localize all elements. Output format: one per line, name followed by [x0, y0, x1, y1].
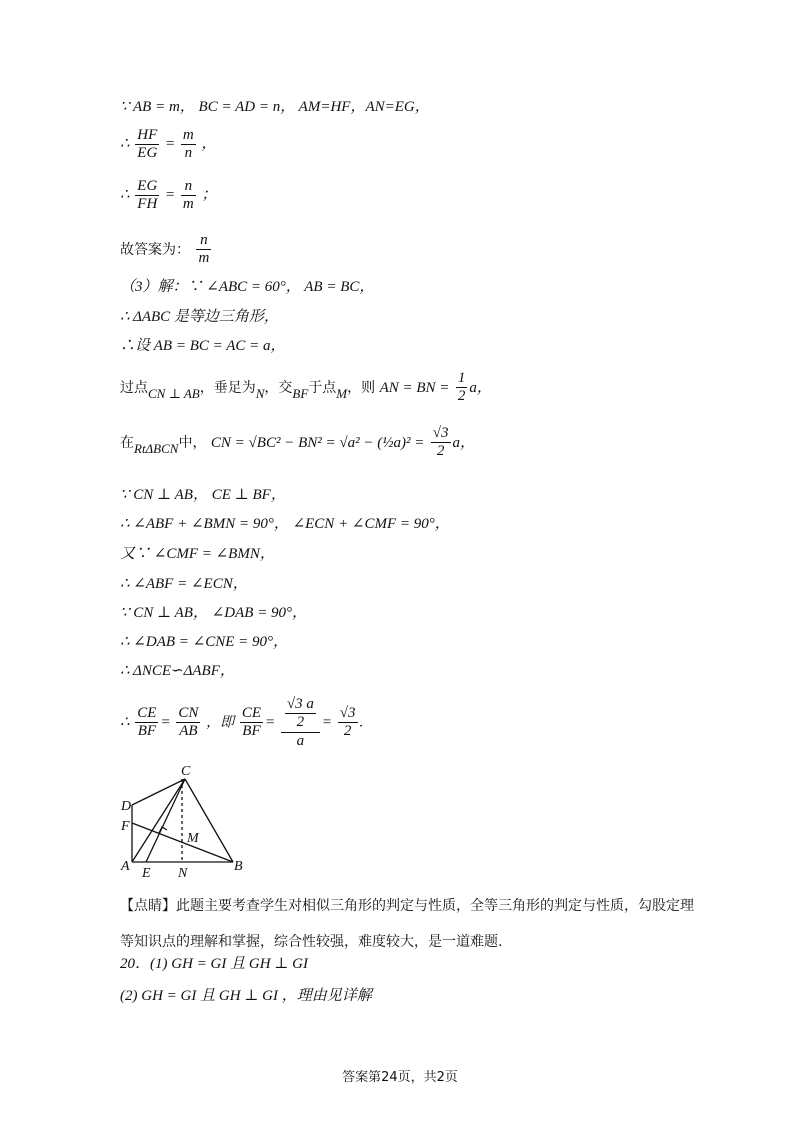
denominator: m — [198, 250, 210, 267]
math: AN = BN = — [379, 379, 450, 396]
fraction — [456, 370, 468, 406]
text: 过点 — [120, 379, 148, 396]
denominator: a — [296, 732, 305, 749]
page-footer: 答案第24页，共2页 — [342, 1070, 458, 1085]
numerator: CN — [176, 705, 200, 723]
fraction — [431, 425, 451, 461]
compound-fraction — [281, 696, 320, 750]
text: 于点 — [308, 379, 337, 396]
denominator: BF — [137, 723, 157, 740]
label-f: F — [121, 819, 130, 834]
denominator: m — [182, 196, 194, 213]
numerator: m — [181, 127, 196, 145]
numerator: CE — [240, 705, 263, 723]
text: 在 — [120, 434, 134, 451]
line-construct — [120, 370, 492, 406]
label-c: C — [181, 764, 191, 779]
line-ratio-eg-fh — [120, 178, 217, 214]
equals: = — [165, 136, 176, 153]
fraction — [176, 705, 200, 741]
math: CN ⊥ AB — [148, 385, 200, 401]
denominator: EG — [137, 145, 158, 162]
math: BF — [292, 385, 309, 401]
text: ，则 — [347, 379, 376, 396]
comment-paragraph: 【点睛】此题主要考查学生对相似三角形的判定与性质，全等三角形的判定与性质，勾股定理等知识点的理解和掌握，综合性较强，难度较大，是一道难题. — [120, 898, 694, 950]
text: ，垂足为 — [199, 379, 256, 396]
line-angles-sum: ∴ ∠ABF + ∠BMN = 90°， ∠ECN + ∠CMF = 90°， — [120, 516, 450, 532]
line-vertical-angles: 又∵ ∠CMF = ∠BMN， — [120, 546, 275, 562]
numerator: n — [196, 232, 211, 250]
line-part3: （3）解：∵ ∠ABC = 60°， AB = BC， — [120, 279, 375, 295]
math: a， — [452, 434, 476, 451]
label-b: B — [234, 859, 243, 874]
denominator: 2 — [436, 443, 445, 460]
segment-bc — [185, 779, 233, 862]
equals: = — [165, 187, 176, 204]
math: N — [255, 385, 265, 401]
denominator: 2 — [296, 714, 305, 731]
numerator — [281, 696, 320, 733]
text: 中， — [178, 434, 207, 451]
denominator: 2 — [343, 723, 352, 740]
math: RtΔBCN — [134, 440, 179, 456]
line-similar: ∴ ΔNCE∽ΔABF， — [120, 663, 235, 679]
q20-part2: (2) GH = GI 且 GH ⊥ GI ，理由见详解 — [120, 988, 372, 1004]
math: CN = √BC² − BN² = √a² − (½a)² = — [210, 434, 425, 451]
therefore-symbol: ∴ — [120, 187, 130, 204]
fraction — [135, 178, 159, 214]
line-pythagoras — [120, 425, 475, 461]
q20-part1: 20．(1) GH = GI 且 GH ⊥ GI — [120, 956, 308, 972]
geometry-figure — [115, 760, 265, 880]
fraction — [338, 705, 358, 741]
line-angle-eq: ∴ ∠ABF = ∠ECN， — [120, 576, 248, 592]
fraction — [181, 127, 196, 163]
answer-label: 故答案为： — [120, 241, 190, 258]
denominator: AB — [179, 723, 198, 740]
numerator: CE — [135, 705, 158, 723]
line-equilateral: ∴ ΔABC 是等边三角形， — [120, 309, 279, 325]
denominator: n — [184, 145, 193, 162]
fraction — [196, 232, 211, 268]
label-a: A — [121, 859, 130, 874]
numerator: HF — [135, 127, 159, 145]
line-right-angle-eq: ∴ ∠DAB = ∠CNE = 90°， — [120, 634, 289, 650]
line-given: ∵ AB = m， BC = AD = n， AM=HF，AN=EG， — [120, 99, 430, 115]
text: ，交 — [264, 379, 293, 396]
denominator: BF — [242, 723, 261, 740]
fraction — [135, 705, 158, 741]
math: M — [336, 385, 348, 401]
line-ratio-hf-eg — [120, 127, 217, 163]
inner-fraction — [285, 696, 316, 732]
label-d: D — [121, 799, 132, 814]
line-perp: ∵ CN ⊥ AB， CE ⊥ BF， — [120, 487, 286, 503]
fraction — [240, 705, 263, 741]
denominator: 2 — [457, 388, 466, 405]
punct: ； — [201, 187, 217, 204]
fraction — [181, 178, 196, 214]
numerator: √3 a — [285, 696, 316, 714]
label-m: M — [187, 831, 199, 846]
numerator: 1 — [456, 370, 468, 388]
punct: ， — [201, 136, 217, 153]
numerator: √3 — [431, 425, 451, 443]
numerator: n — [181, 178, 196, 196]
denominator: FH — [137, 196, 158, 213]
line-final-ratio: ∴ $\frac{CE}{BF}$ = $\frac{CN}{AB}$ ，即 $\frac{CE}{BF}$ = $\frac{\frac{√3 a}{2}}{a}$ = $\frac{√3}{2}$ . — [120, 696, 364, 749]
therefore-symbol: ∴ — [120, 136, 130, 153]
fraction — [135, 127, 159, 163]
punct: . — [359, 714, 364, 731]
therefore-symbol: ∴ — [120, 714, 130, 731]
label-e: E — [142, 866, 151, 880]
label-n: N — [178, 866, 188, 880]
numerator: √3 — [338, 705, 358, 723]
line-answer — [120, 232, 213, 268]
segment-ce — [146, 779, 185, 862]
text: ，即 — [206, 714, 235, 731]
line-right-angle: ∵ CN ⊥ AB， ∠DAB = 90°， — [120, 605, 308, 621]
math: a， — [469, 379, 492, 396]
numerator: EG — [135, 178, 159, 196]
line-set-a: ∴设 AB = BC = AC = a， — [120, 338, 286, 354]
